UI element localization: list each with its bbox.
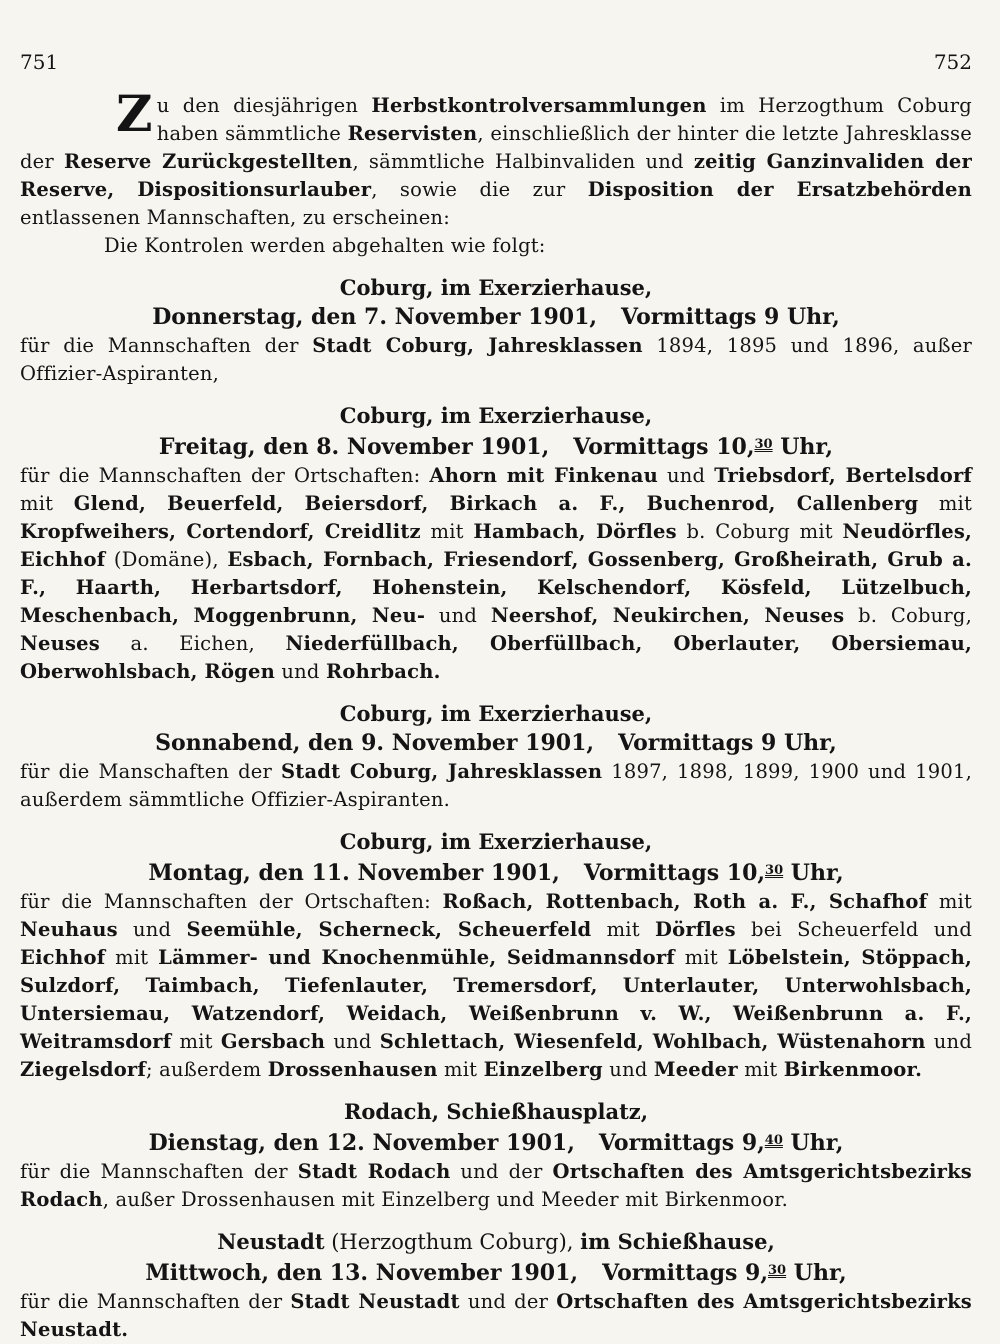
page-number-left: 751 xyxy=(20,50,59,74)
section-location: Coburg, im Exerzierhause, xyxy=(339,701,653,726)
controls-intro-line: Die Kontrolen werden abgehalten wie folgt: xyxy=(104,234,546,257)
section-date: Sonnabend, den 9. November 1901, Vormittags 9 Uhr, xyxy=(155,730,837,756)
drop-cap: Z xyxy=(116,84,153,143)
section-body: für die Mannschaften der Stadt Rodach und der Ortschaften des Amtsgerichtsbezirks Rodach, außer Drossenhausen mit Einzelberg und Meeder mit Birkenmoor. xyxy=(20,1160,972,1211)
section-body: für die Mannschaften der Stadt Neustadt und der Ortschaften des Amtsgerichtsbezirks Neustadt. xyxy=(20,1290,972,1341)
section-body: für die Mannschaften der Ortschaften: Roßach, Rottenbach, Roth a. F., Schafhof mit Neuhaus und Seemühle, Scherneck, Scheuerfeld mit Dörfles bei Scheuerfeld und Eichhof mit Lämmer- und Knochenmühle, Seidmannsdorf mit Löbelstein, Stöppach, Sulzdorf, Taimbach, Tiefenlauter, Tremersdorf, Unterlauter, Unterwohlsbach, Untersiemau, Watzendorf, Weidach, Weißenbrunn v. W., Weißenbrunn a. F., Weitramsdorf mit Gersbach und Schlettach, Wiesenfeld, Wohlbach, Wüstenahorn und Ziegelsdorf; außerdem Drossenhausen mit Einzelberg und Meeder mit Birkenmoor. xyxy=(20,890,973,1081)
page-number-right: 752 xyxy=(933,50,972,74)
section-date: Mittwoch, den 13. November 1901, Vormittags 9,30 Uhr, xyxy=(145,1260,847,1286)
section-date: Montag, den 11. November 1901, Vormittags 10,30 Uhr, xyxy=(148,860,844,886)
section-date: Donnerstag, den 7. November 1901, Vormittags 9 Uhr, xyxy=(152,304,840,330)
section-location: Coburg, im Exerzierhause, xyxy=(339,403,653,428)
intro-paragraph: Zu den diesjährigen Herbstkontrolversammlungen im Herzogthum Coburg haben sämmtliche Reservisten, einschließlich der hinter die letzte Jahresklasse der Reserve Zurückgestellten, sämmtliche Halbinvaliden und zeitig Ganzinvaliden der Reserve, Dispositionsurlauber, sowie die zur Disposition der Ersatzbehörden entlassenen Mannschaften, zu erscheinen: xyxy=(20,84,972,229)
section-body: für die Manschaften der Stadt Coburg, Jahresklassen 1897, 1898, 1899, 1900 und 1901, außerdem sämmtliche Offizier-Aspiranten. xyxy=(20,760,973,811)
section-location: Rodach, Schießhausplatz, xyxy=(343,1099,649,1124)
section-date: Dienstag, den 12. November 1901, Vormittags 9,40 Uhr, xyxy=(148,1130,844,1156)
section-body: für die Mannschaften der Ortschaften: Ahorn mit Finkenau und Triebsdorf, Bertelsdorf mit Glend, Beuerfeld, Beiersdorf, Birkach a. F., Buchenrod, Callenberg mit Kropfweihers, Cortendorf, Creidlitz mit Hambach, Dörfles b. Coburg mit Neudörfles, Eichhof (Domäne), Esbach, Fornbach, Friesendorf, Gossenberg, Großheirath, Grub a. F., Haarth, Herbartsdorf, Hohenstein, Kelschendorf, Kösfeld, Lützelbuch, Meschenbach, Moggenbrunn, Neu- und Neershof, Neukirchen, Neuses b. Coburg, Neuses a. Eichen, Niederfüllbach, Oberfüllbach, Oberlauter, Obersiemau, Oberwohlsbach, Rögen und Rohrbach. xyxy=(20,464,973,683)
section-location: Coburg, im Exerzierhause, xyxy=(339,829,653,854)
section-location: Coburg, im Exerzierhause, xyxy=(339,275,653,300)
section-date: Freitag, den 8. November 1901, Vormittags 10,30 Uhr, xyxy=(158,434,834,460)
section-body: für die Mannschaften der Stadt Coburg, Jahresklassen 1894, 1895 und 1896, außer Offizier-Aspiranten, xyxy=(20,334,972,385)
notice-body xyxy=(20,84,973,1344)
section-location: Neustadt (Herzogthum Coburg), im Schießhause, xyxy=(217,1229,775,1254)
